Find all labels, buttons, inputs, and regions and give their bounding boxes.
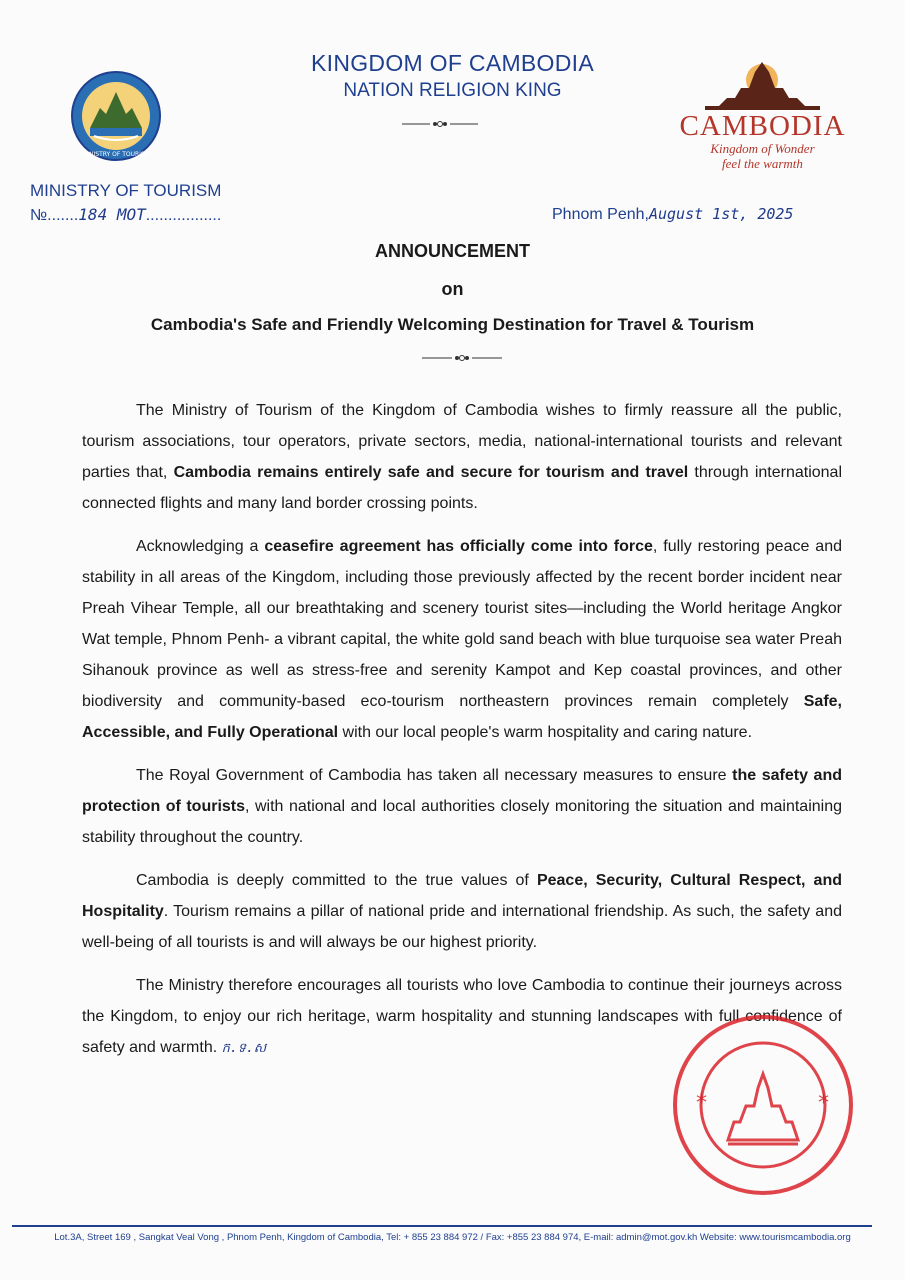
footer-divider	[12, 1225, 872, 1227]
footer-address: Lot.3A, Street 169 , Sangkat Veal Vong , Phnom Penh, Kingdom of Cambodia, Tel: + 855 23 884 972 / Fax: +855 23 884 974, E-mail: admin@mot.gov.kh Website: www.tourismcambodia.org	[54, 1232, 851, 1243]
reference-number: №.......184 MOT.................	[30, 205, 222, 224]
paragraph-1: The Ministry of Tourism of the Kingdom of Cambodia wishes to firmly reassure all the public, tourism associations, tour operators, private sectors, media, national-international tourists and relevant parties that, Cambodia remains entirely safe and secure for tourism and travel through international connected flights and many land border crossing points.	[82, 402, 843, 512]
paragraph-4: Cambodia is deeply committed to the true values of Peace, Security, Cultural Respect, and Hospitality. Tourism remains a pillar of national pride and international friendship. As such, the safety and well-being of all tourists is and will always be our highest priority.	[82, 872, 842, 951]
divider-ornament	[422, 352, 502, 364]
paragraph-2: Acknowledging a ceasefire agreement has officially come into force, fully restoring peace and stability in all areas of the Kingdom, including those previously affected by the recent border incident near Preah Vihear Temple, all our breathtaking and scenery tourist sites—including the World heritage Angkor Wat temple, Phnom Penh- a vibrant capital, the white gold sand beach with blue turquoise sea water Preah Sihanouk province as well as stress-free and serenity Kampot and Kep coastal provinces, and other biodiversity and community-based eco-tourism northeastern provinces remain completely Safe, Accessible, and Fully Operational with our local people's warm hospitality and caring nature.	[82, 538, 842, 741]
dateline-place: Phnom Penh,	[552, 206, 649, 223]
ministry-emblem-logo	[70, 70, 162, 162]
cambodia-brand-logo	[665, 58, 860, 176]
svg-text:MINISTRY OF TOURISM: MINISTRY OF TOURISM	[82, 151, 150, 158]
announcement-on: on	[441, 279, 464, 299]
paragraph-3: The Royal Government of Cambodia has taken all necessary measures to ensure the safety and protection of tourists, with national and local authorities closely monitoring the situation and maintaining stability throughout the country.	[82, 767, 843, 846]
svg-text:*: *	[696, 1091, 707, 1116]
ref-prefix: №	[30, 207, 48, 224]
announcement-heading: ANNOUNCEMENT	[375, 241, 530, 261]
ref-value: 184 MOT	[78, 205, 146, 224]
brand-slogan: feel the warmth	[722, 156, 803, 171]
divider-ornament	[402, 118, 478, 130]
angkor-silhouette-icon	[665, 58, 860, 110]
ministry-name: MINISTRY OF TOURISM	[30, 181, 222, 200]
announcement-subject: Cambodia's Safe and Friendly Welcoming Destination for Travel & Tourism	[150, 315, 755, 334]
announcement-body	[82, 395, 842, 1076]
official-seal-stamp	[668, 1010, 858, 1200]
paragraph-5: The Ministry therefore encourages all tourists who love Cambodia to continue their journeys across the Kingdom, to enjoy our rich heritage, warm hospitality and stunning landscapes with full confidence of safety and warmth. ក.ទ.ស	[82, 977, 842, 1056]
brand-tagline: Kingdom of Wonder	[710, 141, 815, 156]
kingdom-title: KINGDOM OF CAMBODIA	[311, 50, 594, 76]
handwritten-initials: ក.ទ.ស	[221, 1041, 267, 1056]
brand-name: CAMBODIA	[679, 110, 846, 142]
dateline-date: August 1st, 2025	[648, 205, 794, 223]
svg-text:*: *	[818, 1091, 829, 1116]
nation-motto: NATION RELIGION KING	[343, 80, 562, 101]
dateline	[552, 205, 793, 224]
